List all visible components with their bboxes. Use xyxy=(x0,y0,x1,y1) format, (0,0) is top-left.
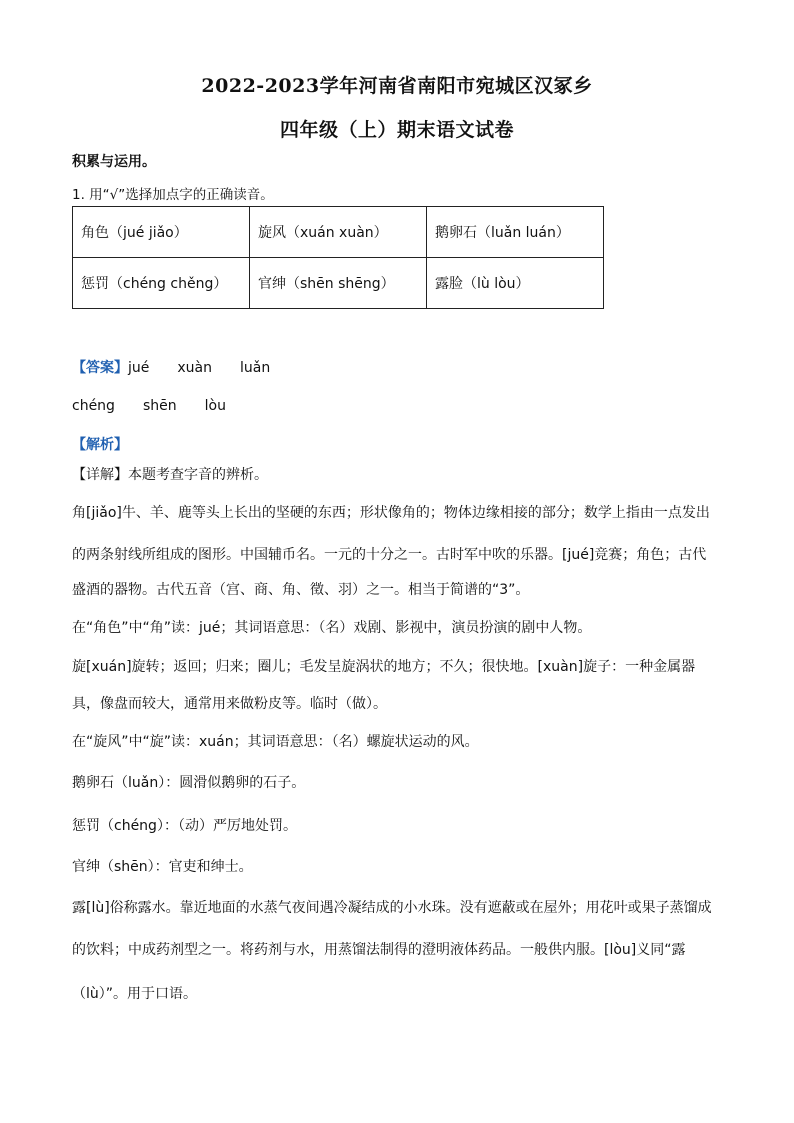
table-row xyxy=(73,258,604,309)
paragraph-line: 旋[xuán]旋转；返回；归来；圈儿；毛发呈旋涡状的地方；不久；很快地。[xuàn]旋子：一种金属器 xyxy=(72,659,696,675)
table-cell: 惩罚（chéng chěng） xyxy=(73,258,250,309)
paragraph-line: 在“角色”中“角”读：jué；其词语意思：（名）戏剧、影视中，演员扮演的剧中人物。 xyxy=(72,620,592,636)
detail-intro: 【详解】本题考查字音的辨析。 xyxy=(72,467,268,483)
answer-line-1 xyxy=(72,357,270,377)
paragraph-line: 盛酒的器物。古代五音（宫、商、角、徵、羽）之一。相当于简谱的“3”。 xyxy=(72,582,530,598)
answer-item: chéng xyxy=(72,398,115,414)
paragraph-line: 的饮料；中成药剂型之一。将药剂与水，用蒸馏法制得的澄明液体药品。一般供内服。[lòu]义同“露 xyxy=(72,942,686,958)
paragraph-line: 在“旋风”中“旋”读：xuán；其词语意思：（名）螺旋状运动的风。 xyxy=(72,734,479,750)
paragraph-line: 惩罚（chéng）：（动）严厉地处罚。 xyxy=(72,818,297,834)
answer-item: xuàn xyxy=(177,360,213,376)
exam-title-line2: 四年级（上）期末语文试卷 xyxy=(279,119,514,141)
table-cell: 鹅卵石（luǎn luán） xyxy=(427,207,604,258)
paragraph-line: 露[lù]俗称露水。靠近地面的水蒸气夜间遇冷凝结成的小水珠。没有遮蔽或在屋外；用花叶或果子蒸馏成 xyxy=(72,900,712,916)
section-heading: 积累与运用。 xyxy=(72,154,156,170)
table-cell: 旋风（xuán xuàn） xyxy=(250,207,427,258)
answer-item: shēn xyxy=(142,398,177,414)
paragraph-line: 角[jiǎo]牛、羊、鹿等头上长出的坚硬的东西；形状像角的；物体边缘相接的部分；数学上指由一点发出 xyxy=(72,505,710,521)
analysis-tag: 【解析】 xyxy=(72,437,128,453)
pinyin-choice-table xyxy=(72,206,604,309)
detail-tag: 【详解】 xyxy=(72,467,128,483)
paragraph-line: （lù）”。用于口语。 xyxy=(72,986,198,1002)
answer-item: luǎn xyxy=(240,360,271,376)
answer-line-2 xyxy=(72,398,226,414)
exam-title-line1: 2022-2023学年河南省南阳市宛城区汉冢乡 xyxy=(201,75,593,97)
paragraph-line: 的两条射线所组成的图形。中国辅币名。一元的十分之一。古时军中吹的乐器。[jué]竞赛；角色；古代 xyxy=(72,547,707,563)
table-row xyxy=(73,207,604,258)
answer-item: lòu xyxy=(204,398,226,414)
answer-item: jué xyxy=(128,360,150,376)
paragraph-line: 鹅卵石（luǎn）：圆滑似鹅卵的石子。 xyxy=(72,775,306,791)
paragraph-line: 官绅（shēn）：官吏和绅士。 xyxy=(72,859,253,875)
question-1-prompt: 1. 用“√”选择加点字的正确读音。 xyxy=(72,187,274,203)
answer-tag: 【答案】 xyxy=(72,360,128,376)
paragraph-line: 具，像盘而较大，通常用来做粉皮等。临时（做）。 xyxy=(72,696,387,712)
table-cell: 角色（jué jiǎo） xyxy=(73,207,250,258)
table-cell: 官绅（shēn shēng） xyxy=(250,258,427,309)
table-cell: 露脸（lù lòu） xyxy=(427,258,604,309)
